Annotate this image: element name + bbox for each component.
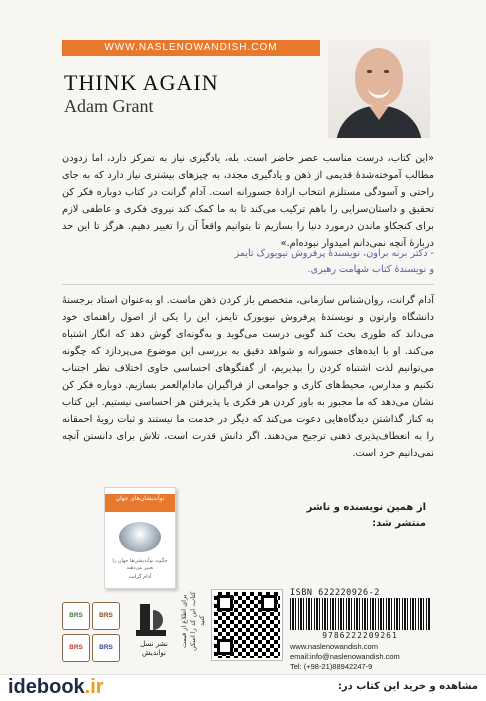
also-published-line: منتشر شد: xyxy=(372,518,426,529)
barcode-image xyxy=(290,598,430,630)
award-badge-icon: BRS xyxy=(62,634,90,662)
qr-caption: برای اطلاع از قیمت کتاب، این کد را اسکن کنید xyxy=(180,591,206,651)
barcode-number: 9786222209261 xyxy=(322,631,398,640)
publisher-name: نشر نسل نواندیش xyxy=(140,640,168,657)
book-author: Adam Grant xyxy=(64,96,154,116)
logo-shape xyxy=(140,604,150,630)
related-book-title: نوآندیشان‌های جهان xyxy=(115,495,165,502)
award-badges xyxy=(62,602,122,666)
logo-shape xyxy=(136,630,166,636)
section-divider xyxy=(62,284,434,285)
also-published-label xyxy=(276,500,426,532)
footer-cta-text: مشاهده و خرید این کتاب در: xyxy=(337,681,478,692)
book-description: آدام گرانت، روان‌شناس سازمانی، متخصص باز کردن ذهن ماست. او به‌عنوان استاد برجستهٔ دانشگاه وارتون و نویسندهٔ پرفروش نیویورک تایمز، این را یکی از اصول راهنمای خود می‌داند که طوری بحث کند گویی درست می‌گوید و به‌گونه‌ای گوش دهد که انگار اشتباه می‌کند. او با ایده‌های جسورانه و شواهد دقیق به بررسی این موضوع می‌پردازد که چگونه می‌توانیم لذت اشتباه کردن را بپذیریم، از گفتگوهای احساسی حاوی اختلاف نظر اجتناب نکنیم و مدارس، محیط‌های کاری و جوامعی از فراگیران مادام‌العمر بسازیم. دوباره فکر کن نشان می‌دهد که ما مجبور به باور کردن هر فکری یا پذیرفتن هر احساسی نیستیم. این کتاب به کنار گذاشتن دیدگاه‌هایی دعوت می‌کند که دیگر در خدمت ما نیستند و ثبات رویهٔ احمقانه را به انعطاف‌پذیری ذهنی ترجیح می‌دهند. اگر دانش قدرت است، تلاش برای دانستن آنچه نمی‌دانیم خرد است. xyxy=(62,295,434,459)
publisher-website: www.naslenowandish.com xyxy=(290,642,378,651)
award-badge-icon: BRS xyxy=(62,602,90,630)
logo-suffix: .ir xyxy=(84,676,104,698)
qr-code-icon xyxy=(212,590,282,660)
author-photo xyxy=(328,40,430,138)
related-book-thumbnail xyxy=(104,487,176,589)
attribution-line: و نویسندهٔ کتاب شهامت رهبری. xyxy=(307,264,434,275)
website-band: WWW.NASLENOWANDISH.COM xyxy=(62,40,320,56)
book-title: THINK AGAIN xyxy=(64,70,219,95)
publisher-contact xyxy=(290,642,432,672)
related-book-author: آدام گرانت xyxy=(128,574,152,580)
idebook-logo-link[interactable] xyxy=(8,676,104,699)
publisher-email: email:info@naslenowandish.com xyxy=(290,652,400,661)
publisher-logo-icon xyxy=(134,604,174,640)
author-eye xyxy=(384,70,389,73)
logo-shape xyxy=(153,610,163,630)
publisher-phone: Tel: (+98-21)88942247-9 xyxy=(290,662,373,671)
related-book-subtitle: چگونه نوآندیشی‌ها جهان را تغییر می‌دهند xyxy=(112,558,168,571)
attribution-line: - دکتر برنه براون، نویسندهٔ پرفروش نیویورک تایمز xyxy=(234,248,434,259)
author-eye xyxy=(367,70,372,73)
isbn-text: ISBN 622220926-2 xyxy=(290,588,380,598)
award-badge-icon: BRS xyxy=(92,634,120,662)
endorsement-quote: «این کتاب، درست مناسب عصر حاضر است. بله، یادگیری نیاز به تمرکز دارد، اما زدودن مطالب آموخته‌شدهٔ قدیمی از ذهن و یادگیری مجدد، به چیزهای بیشتری نیاز دارد که به جای راحتی و آسودگی مستلزم انتخاب ارادهٔ جسورانه است. آدام گرانت در کتاب دوباره فکر کن تحقیق و داستان‌سرایی را باهم ترکیب می‌کند تا به ما کمک کند نیروی فکری و عاطفی لازم برای کنجکاو ماندن درمورد دنیا را بسازیم تا بتوانیم واقعاً آن را تغییر دهیم. هرگز تا این حد دربارهٔ آنچه نمی‌دانم امیدوار نبوده‌ام.» xyxy=(62,153,434,249)
endorsement-attribution xyxy=(118,246,434,278)
also-published-line: از همین نویسنده و ناشر xyxy=(306,502,426,513)
award-badge-icon: BRS xyxy=(92,602,120,630)
related-book-artwork xyxy=(119,522,161,552)
logo-main: idebook xyxy=(8,676,85,698)
